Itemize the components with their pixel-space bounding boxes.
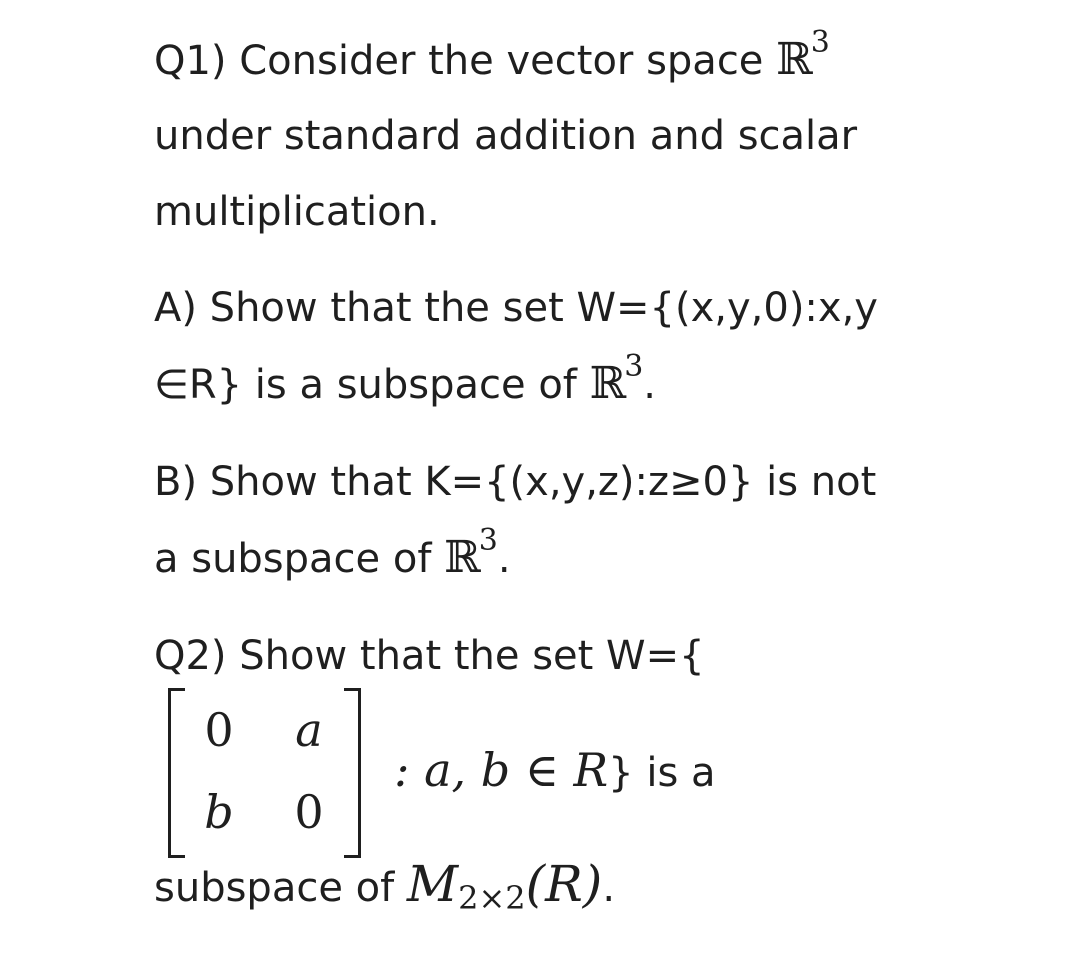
part-a-text: ∈R} is a subspace of [154,362,590,408]
q2-condition [394,743,716,797]
real-space-symbol: ℝ [444,532,481,583]
matrix-space-subscript: 2×2 [458,879,526,917]
q2-last-line [154,855,616,917]
q1-line-1 [154,25,830,89]
real-space-symbol: ℝ [589,358,627,409]
real-space-exponent: 3 [478,523,498,558]
part-b-text: a subspace of [154,536,445,582]
q1-intro-text: Q1) Consider the vector space [154,38,777,84]
part-b-line-2 [154,523,511,587]
q2-line-1: Q2) Show that the set W={ [154,633,705,679]
period: . [643,362,656,408]
condition-math: : a, b ∈ R [394,743,609,797]
period: . [602,865,616,911]
matrix-left-bracket [168,688,185,858]
matrix-cell-a22: 0 [294,785,324,839]
matrix-cell-a12: a [295,703,323,757]
part-b-line-1: B) Show that K={(x,y,z):z≥0} is not [154,459,877,505]
q2-last-text: subspace of [154,865,407,911]
part-a-line-2 [154,349,656,413]
matrix-right-bracket [344,688,361,858]
matrix-cell-a21: b [204,785,234,839]
q1-line-2: under standard addition and scalar [154,113,858,159]
real-space-exponent: 3 [810,25,830,60]
condition-text: } is a [608,750,716,796]
part-a-line-1: A) Show that the set W={(x,y,0):x,y [154,285,878,331]
real-space-exponent: 3 [624,349,644,384]
real-space-symbol: ℝ [776,34,813,85]
matrix-space-field: (R) [525,855,603,913]
matrix [164,688,364,854]
q1-line-3: multiplication. [154,189,440,235]
matrix-cell-a11: 0 [204,703,234,757]
period: . [497,536,511,582]
matrix-space-symbol: M [406,855,459,913]
